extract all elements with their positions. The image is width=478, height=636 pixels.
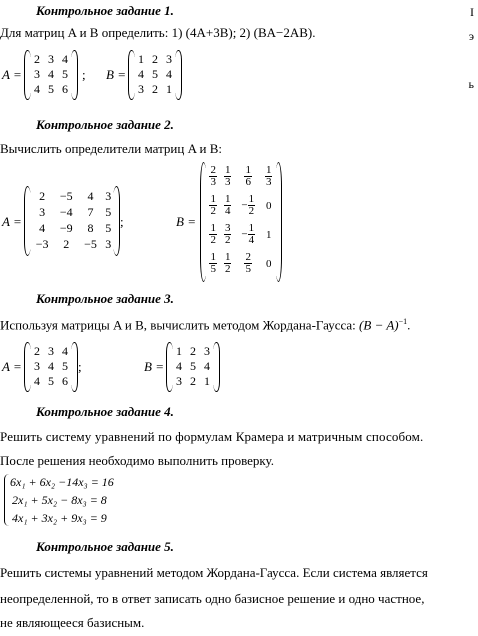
task3-matrix-a-cell: 4 xyxy=(48,359,54,373)
task2-matrix-a-row xyxy=(30,188,114,204)
task3-matrix-b-cell: 4 xyxy=(204,359,210,373)
task2-matrix-a-cell: 5 xyxy=(105,204,112,219)
task2-matrix-b-row xyxy=(206,249,276,278)
task1-matrix-a-row xyxy=(30,82,72,97)
task2-matrix-b-row xyxy=(206,220,276,249)
task1-matrix-a-cell: 4 xyxy=(62,52,68,66)
task3-matrix-a-cell: 5 xyxy=(62,359,68,373)
task2-label-b: B = xyxy=(176,214,196,229)
task1-title: Контрольное задание 1. xyxy=(36,3,174,18)
task2-matrix-a-cell: 2 xyxy=(63,236,70,251)
task4-eq2: 2x₁ + 5x₂ − 8x₃ = 8 xyxy=(12,493,107,507)
task2-matrix-b-cell: $\frac{1}{2}$ xyxy=(224,251,231,275)
task2-matrix-a-cell: 3 xyxy=(39,204,46,219)
task2-matrix-b-cell: $\frac{1}{6}$ xyxy=(245,164,251,188)
task3-matrix-a-row xyxy=(30,344,72,359)
task2-matrix-b-cell: $\frac{1}{2}$ xyxy=(210,193,216,217)
task1-matrix-b-cell: 3 xyxy=(166,52,172,66)
task5-text2: неопределенной, то в ответ записать одно базисное решение и одно частное, xyxy=(0,591,425,606)
task1-matrix-b-row xyxy=(134,52,176,67)
task3-formula-sup: −1 xyxy=(398,317,408,326)
task1-matrix-a-cell: 2 xyxy=(34,52,40,66)
task1-matrix-b xyxy=(128,50,182,100)
task3-matrix-a-row xyxy=(30,359,72,374)
task3-matrix-a-cell: 4 xyxy=(34,374,40,388)
task3-matrix-b-cell: 2 xyxy=(190,344,196,358)
task4-title: Контрольное задание 4. xyxy=(36,404,174,419)
task3-matrix-b-cell: 4 xyxy=(176,359,182,373)
task3-matrix-a-cell: 6 xyxy=(62,374,68,388)
task3-matrix-b-row xyxy=(172,344,214,359)
task2-matrix-a-cell: −3 xyxy=(35,236,49,251)
task4-text2: После решения необходимо выполнить проверку. xyxy=(0,453,274,468)
task2-matrix-b-cell: $\frac{1}{3}$ xyxy=(265,164,272,188)
task1-matrix-a-row xyxy=(30,67,72,82)
task2-text: Вычислить определители матриц A и B: xyxy=(0,141,222,156)
task1-text: Для матриц A и B определить: 1) (4A+3B); 2) (BA−2AB). xyxy=(0,25,316,40)
task5-text3: не являющееся базисным. xyxy=(0,615,145,630)
task1-matrix-b-cell: 1 xyxy=(166,82,172,96)
task1-matrix-a-cell: 6 xyxy=(62,82,68,96)
task2-matrix-b xyxy=(200,162,282,282)
task2-matrix-a-row xyxy=(30,220,114,236)
task3-matrix-a-cell: 5 xyxy=(48,374,54,388)
task1-label-a: A = xyxy=(2,67,22,82)
task2-title: Контрольное задание 2. xyxy=(36,117,174,132)
task2-sep: ; xyxy=(120,214,124,229)
task3-matrix-a-cell: 3 xyxy=(48,344,54,358)
task3-label-b: B = xyxy=(144,359,164,374)
task3-matrix-a xyxy=(24,342,78,392)
task3-matrix-b-cell: 5 xyxy=(190,359,196,373)
task3-label-a: A = xyxy=(2,359,22,374)
task1-matrix-a-cell: 3 xyxy=(48,52,54,66)
task5-text1: Решить системы уравнений методом Жордана-Гаусса. Если система является xyxy=(0,565,428,580)
task2-matrix-a-cell: −5 xyxy=(59,188,73,203)
task2-matrix-a-row xyxy=(30,236,114,252)
task5-title: Контрольное задание 5. xyxy=(36,539,174,554)
task1-matrix-a-cell: 3 xyxy=(34,67,40,81)
task3-text-main: Используя матрицы A и B, вычислить методом Жордана-Гаусса: xyxy=(0,317,356,333)
task1-matrix-a-cell: 5 xyxy=(48,82,54,96)
task3-matrix-b xyxy=(166,342,220,392)
task3-matrix-b-cell: 1 xyxy=(176,344,182,358)
task1-matrix-a-row xyxy=(30,52,72,67)
task2-matrix-a-cell: 4 xyxy=(87,188,94,203)
task3-formula: (B − A) xyxy=(359,317,399,333)
task2-matrix-a-cell: 3 xyxy=(105,236,112,251)
task2-matrix-a-cell: −9 xyxy=(59,220,73,235)
task2-matrix-b-cell: 0 xyxy=(265,199,272,212)
edge-char-2: э xyxy=(468,29,474,43)
task1-matrix-b-cell: 1 xyxy=(138,52,144,66)
edge-char-1: I xyxy=(470,5,474,19)
task2-matrix-b-cell: 1 xyxy=(265,228,272,241)
task3-matrix-b-cell: 1 xyxy=(204,374,210,388)
task2-matrix-b-cell: $\frac{1}{5}$ xyxy=(210,251,216,275)
task2-matrix-b-cell: $\frac{1}{2}$ xyxy=(210,222,216,246)
task3-matrix-b-cell: 3 xyxy=(176,374,182,388)
task2-matrix-a-cell: 2 xyxy=(39,188,46,203)
task3-text xyxy=(0,318,410,331)
task1-matrix-a-cell: 4 xyxy=(48,67,54,81)
task1-sep: ; xyxy=(82,67,86,82)
task2-matrix-b-cell: 0 xyxy=(265,257,272,270)
task2-matrix-a-cell: 8 xyxy=(87,220,94,235)
task2-matrix-b-row xyxy=(206,162,276,191)
task2-matrix-a-cell: 4 xyxy=(39,220,46,235)
task2-matrix-b-cell: $\frac{1}{3}$ xyxy=(224,164,231,188)
task2-matrix-b-cell: $\frac{2}{5}$ xyxy=(245,251,251,275)
task2-matrix-b-cell: − $\frac{1}{4}$ xyxy=(241,222,255,246)
task2-matrix-a-cell: −5 xyxy=(84,236,97,251)
task4-text1: Решить систему уравнений по формулам Крамера и матричным способом. xyxy=(0,429,424,444)
task2-matrix-a-cell: 7 xyxy=(87,204,94,219)
task3-matrix-a-cell: 2 xyxy=(34,344,40,358)
task1-matrix-b-cell: 2 xyxy=(152,82,158,96)
task2-matrix-b-row xyxy=(206,191,276,220)
task2-matrix-a-cell: −4 xyxy=(59,204,73,219)
task3-sep: ; xyxy=(78,359,82,374)
edge-char-3: ь xyxy=(468,77,474,91)
task3-matrix-a-row xyxy=(30,374,72,389)
task3-matrix-a-cell: 4 xyxy=(62,344,68,358)
task3-matrix-a-cell: 3 xyxy=(34,359,40,373)
task2-matrix-b-cell: − $\frac{1}{2}$ xyxy=(241,193,255,217)
task4-brace xyxy=(4,474,9,526)
task3-matrix-b-row xyxy=(172,359,214,374)
task3-matrix-b-row xyxy=(172,374,214,389)
task2-matrix-b-cell: $\frac{2}{3}$ xyxy=(210,164,216,188)
task1-matrix-b-cell: 5 xyxy=(152,67,158,81)
task1-matrix-b-row xyxy=(134,82,176,97)
task2-label-a: A = xyxy=(2,214,22,229)
task3-matrix-b-cell: 2 xyxy=(190,374,196,388)
task1-matrix-b-cell: 3 xyxy=(138,82,144,96)
task1-matrix-a xyxy=(24,50,78,100)
task1-matrix-b-cell: 2 xyxy=(152,52,158,66)
task2-matrix-b-cell: $\frac{3}{2}$ xyxy=(224,222,231,246)
task1-matrix-a-cell: 5 xyxy=(62,67,68,81)
task3-title: Контрольное задание 3. xyxy=(36,291,174,306)
task2-matrix-a-row xyxy=(30,204,114,220)
task1-matrix-b-cell: 4 xyxy=(166,67,172,81)
task1-matrix-a-cell: 4 xyxy=(34,82,40,96)
task1-label-b: B = xyxy=(106,67,126,82)
task3-end: . xyxy=(407,317,411,333)
task2-matrix-a xyxy=(24,186,120,256)
task3-matrix-b-cell: 3 xyxy=(204,344,210,358)
task1-matrix-b-row xyxy=(134,67,176,82)
task4-eq3: 4x₁ + 3x₂ + 9x₃ = 9 xyxy=(12,511,107,525)
task2-matrix-a-cell: 5 xyxy=(105,220,112,235)
task1-matrix-b-cell: 4 xyxy=(138,67,144,81)
task2-matrix-a-cell: 3 xyxy=(105,188,112,203)
task4-eq1: 6x₁ + 6x₂ −14x₃ = 16 xyxy=(10,475,114,489)
task2-matrix-b-cell: $\frac{1}{4}$ xyxy=(224,193,231,217)
